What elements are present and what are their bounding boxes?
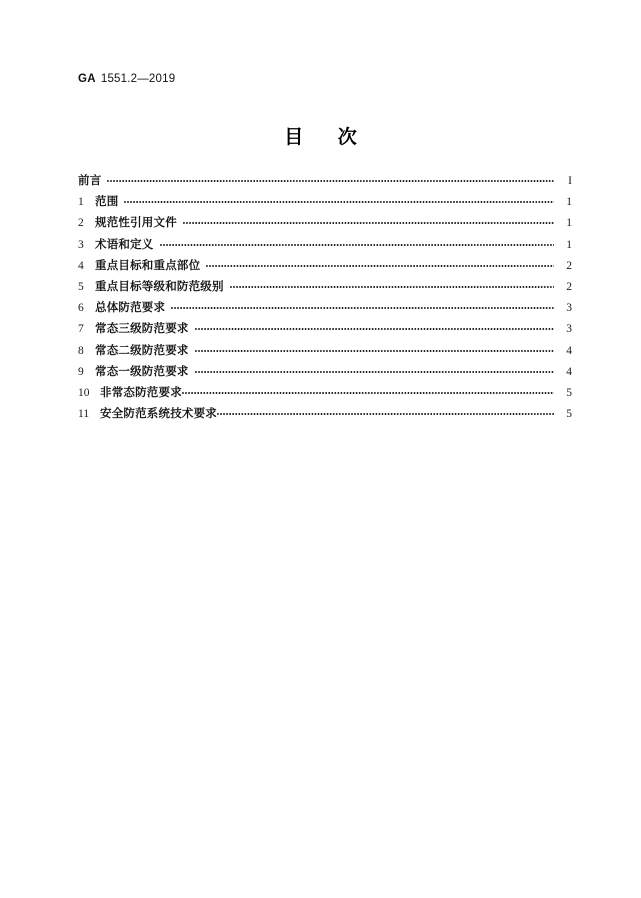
toc-entry-page-number: 4 <box>566 344 572 357</box>
toc-dot-leader <box>230 279 554 290</box>
toc-entry-number: 4 <box>78 259 84 272</box>
toc-entry[interactable] <box>78 363 572 384</box>
toc-entry-page-number: 2 <box>566 259 572 272</box>
toc-entry-label: 规范性引用文件 <box>95 215 177 230</box>
toc-dot-leader <box>195 321 554 332</box>
toc-entry[interactable] <box>78 193 572 214</box>
toc-entry-label: 术语和定义 <box>95 236 154 251</box>
toc-entry-number: 7 <box>78 323 84 336</box>
toc-entry-label: 常态三级防范要求 <box>95 321 189 336</box>
toc-dot-leader <box>206 258 554 269</box>
toc-entry-number: 2 <box>78 217 84 230</box>
toc-entry-label: 非常态防范要求 <box>100 384 182 399</box>
toc-dot-leader <box>195 343 554 354</box>
toc-dot-leader <box>195 364 554 375</box>
toc-entry-label: 常态二级防范要求 <box>95 342 189 357</box>
toc-entry-number: 8 <box>78 344 84 357</box>
standard-number: 1551.2—2019 <box>100 73 176 85</box>
toc-entry-label: 重点目标等级和防范级别 <box>95 278 224 293</box>
toc-entry-number: 6 <box>78 302 84 315</box>
toc-dot-leader <box>124 194 554 205</box>
toc-entry[interactable] <box>78 299 572 320</box>
table-of-contents <box>78 172 572 426</box>
toc-entry-label: 范围 <box>95 194 119 209</box>
toc-entry[interactable] <box>78 278 572 299</box>
toc-entry-page-number: 5 <box>566 408 572 421</box>
toc-entry[interactable] <box>78 172 572 193</box>
toc-entry[interactable] <box>78 342 572 363</box>
toc-entry-page-number: 5 <box>566 386 572 399</box>
toc-entry-page-number: 2 <box>566 280 572 293</box>
toc-entry-label: 重点目标和重点部位 <box>95 257 201 272</box>
toc-dot-leader <box>217 406 554 417</box>
toc-entry[interactable] <box>78 214 572 235</box>
toc-dot-leader <box>182 385 554 396</box>
toc-dot-leader <box>107 173 554 184</box>
standard-prefix: GA <box>78 73 96 85</box>
page-title: 目 次 <box>284 126 371 148</box>
toc-entry-number: 11 <box>78 408 90 421</box>
toc-entry-label: 常态一级防范要求 <box>95 363 189 378</box>
toc-entry-page-number: 3 <box>566 302 572 315</box>
toc-entry-number: 9 <box>78 365 84 378</box>
toc-dot-leader <box>160 237 555 248</box>
toc-entry-page-number: 3 <box>566 323 572 336</box>
toc-entry-page-number: I <box>568 175 572 187</box>
toc-entry-number: 1 <box>78 196 84 209</box>
toc-entry-page-number: 1 <box>566 217 572 230</box>
toc-entry-number: 3 <box>78 238 84 251</box>
toc-entry[interactable] <box>78 405 572 426</box>
toc-entry[interactable] <box>78 384 572 405</box>
standard-designation-header <box>78 72 175 86</box>
toc-entry-label: 安全防范系统技术要求 <box>100 406 217 421</box>
toc-entry[interactable] <box>78 257 572 278</box>
toc-entry-label: 总体防范要求 <box>95 300 166 315</box>
toc-entry-page-number: 4 <box>566 365 572 378</box>
toc-dot-leader <box>183 215 554 226</box>
toc-entry[interactable] <box>78 236 572 257</box>
toc-entry-page-number: 1 <box>566 238 572 251</box>
toc-entry-label: 前言 <box>78 173 102 187</box>
toc-entry-number: 5 <box>78 280 84 293</box>
toc-entry[interactable] <box>78 320 572 341</box>
toc-dot-leader <box>171 300 554 311</box>
toc-entry-number: 10 <box>78 386 90 399</box>
toc-entry-page-number: 1 <box>566 196 572 209</box>
